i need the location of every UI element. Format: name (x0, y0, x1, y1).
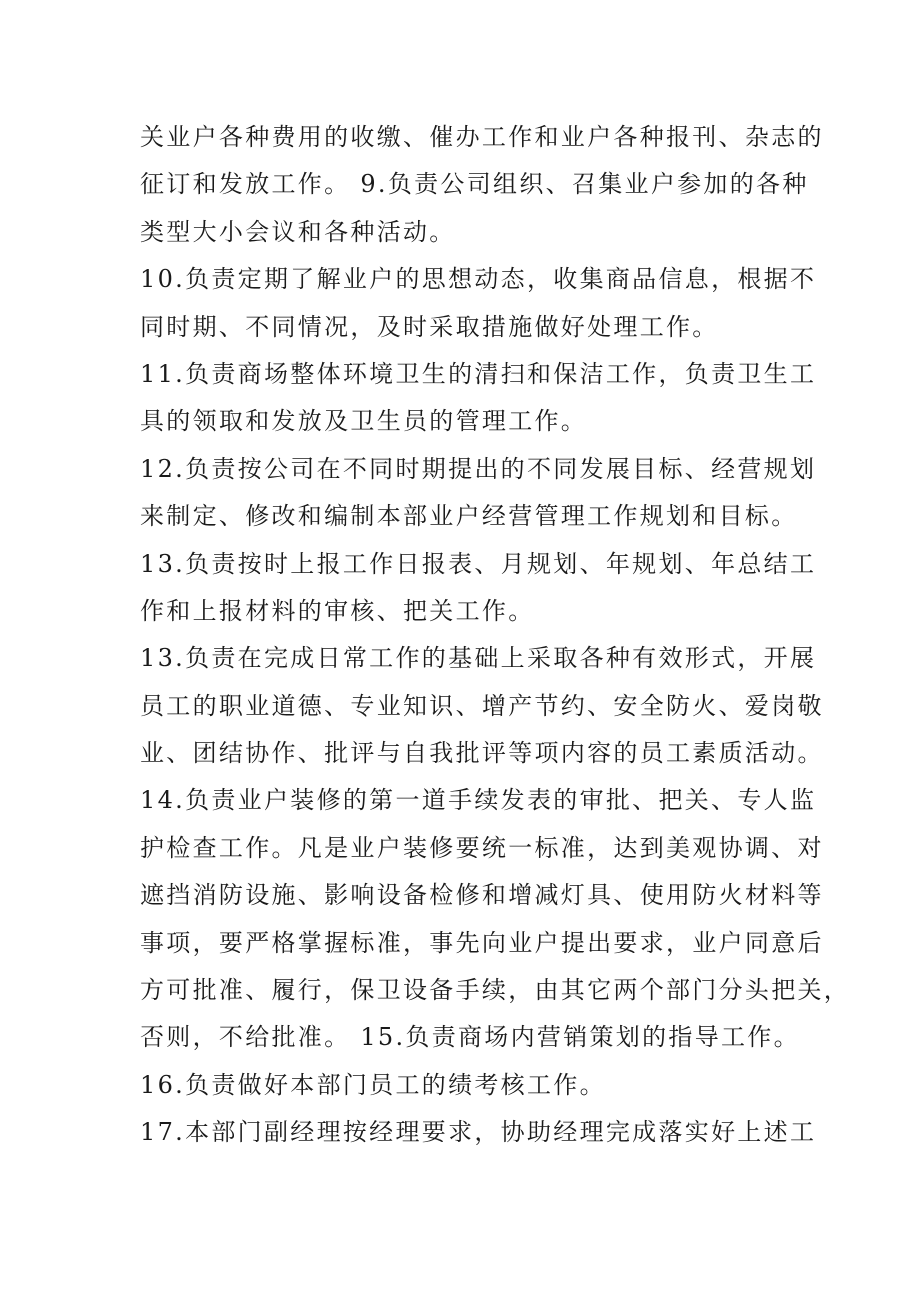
text-line: 征订和发放工作。 9.负责公司组织、召集业户参加的各种 (140, 170, 809, 199)
text-line: 业、团结协作、批评与自我批评等项内容的员工素质活动。 (140, 739, 824, 768)
text-line: 类型大小会议和各种活动。 (140, 217, 456, 246)
text-line: 具的领取和发放及卫生员的管理工作。 (140, 407, 588, 436)
text-line: 方可批准、履行，保卫设备手续，由其它两个部门分头把关， (140, 976, 851, 1005)
text-line: 否则，不给批准。 15.负责商场内营销策划的指导工作。 (140, 1023, 800, 1052)
text-line: 12.负责按公司在不同时期提出的不同发展目标、经营规划 (140, 454, 817, 483)
text-line: 17.本部门副经理按经理要求，协助经理完成落实好上述工 (140, 1118, 817, 1147)
text-line: 14.负责业户装修的第一道手续发表的审批、把关、专人监 (140, 786, 817, 815)
text-line: 16.负责做好本部门员工的绩考核工作。 (140, 1070, 606, 1099)
text-line: 护检查工作。凡是业户装修要统一标准，达到美观协调、对 (140, 833, 824, 862)
text-line: 遮挡消防设施、影响设备检修和增减灯具、使用防火材料等 (140, 881, 824, 910)
text-line: 10.负责定期了解业户的思想动态，收集商品信息，根据不 (140, 265, 817, 294)
text-line: 13.负责在完成日常工作的基础上采取各种有效形式，开展 (140, 644, 817, 673)
text-line: 来制定、修改和编制本部业户经营管理工作规划和目标。 (140, 502, 798, 531)
text-line: 同时期、不同情况，及时采取措施做好处理工作。 (140, 312, 719, 341)
body-text (140, 114, 851, 1157)
text-line: 事项，要严格掌握标准，事先向业户提出要求，业户同意后 (140, 928, 824, 957)
text-line: 员工的职业道德、专业知识、增产节约、安全防火、爱岗敬 (140, 691, 824, 720)
text-line: 作和上报材料的审核、把关工作。 (140, 596, 535, 625)
text-line: 关业户各种费用的收缴、催办工作和业户各种报刊、杂志的 (140, 123, 824, 151)
text-line: 13.负责按时上报工作日报表、月规划、年规划、年总结工 (140, 549, 817, 578)
text-line: 11.负责商场整体环境卫生的清扫和保洁工作，负责卫生工 (140, 359, 817, 388)
